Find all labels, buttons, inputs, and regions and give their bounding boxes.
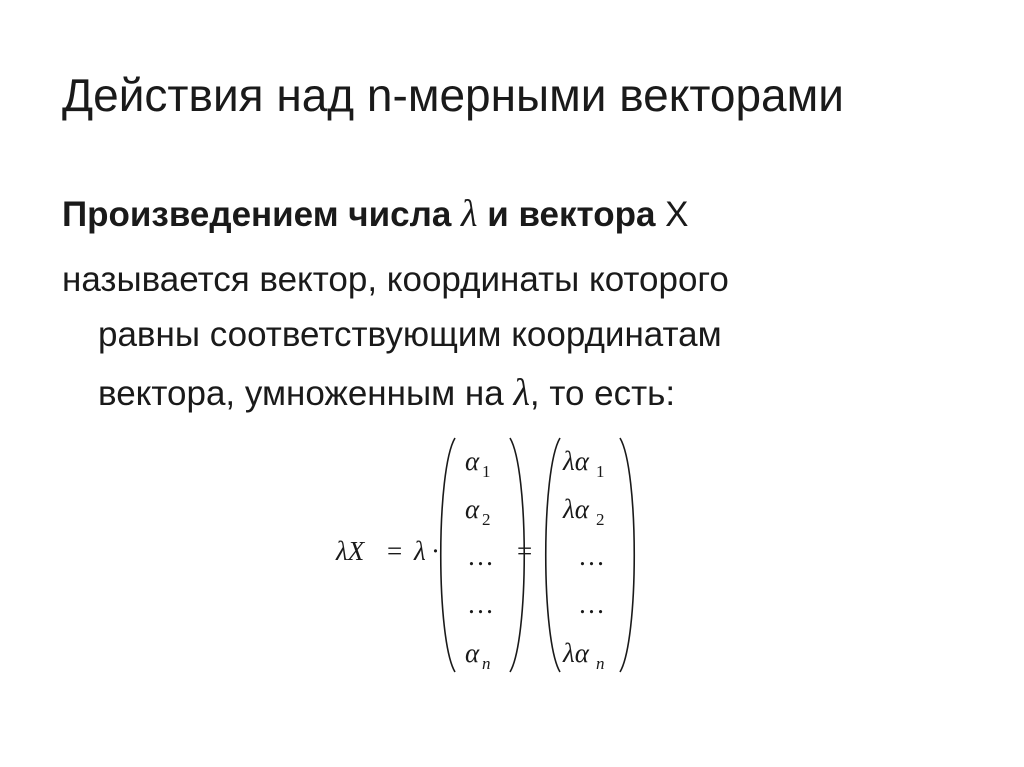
- definition-bold-text-2: и вектора: [487, 195, 656, 234]
- definition-line-3: равны соответствующим координатам: [98, 315, 722, 354]
- left-vector-entry: [465, 446, 491, 481]
- right-entry-4: …: [578, 589, 605, 619]
- left-vector-entry: [465, 638, 491, 673]
- right-entry-2: λα: [563, 494, 589, 524]
- definition-line-1: [62, 192, 689, 236]
- left-vector: [465, 446, 494, 673]
- right-vector-entry: [562, 638, 605, 673]
- left-entry-3: …: [467, 541, 494, 571]
- definition-line-4-tail: , то есть:: [529, 374, 676, 413]
- definition-line-4-text: вектора, умноженным на: [98, 374, 504, 413]
- right-entry-1: λα: [563, 446, 589, 476]
- formula-lhs: λX: [336, 536, 365, 566]
- lambda-symbol: λ: [461, 193, 478, 235]
- left-paren-2: [546, 438, 560, 672]
- left-paren-1: [441, 438, 455, 672]
- right-entry-1-sub: 1: [596, 462, 605, 481]
- left-entry-1: α: [465, 446, 480, 476]
- slide-title: Действия над n-мерными векторами: [62, 69, 844, 121]
- right-paren-1: [510, 438, 524, 672]
- formula-dot: ·: [431, 536, 440, 566]
- formula-equals: =: [387, 536, 403, 566]
- right-entry-3: …: [578, 541, 605, 571]
- right-vector: [562, 446, 605, 673]
- left-entry-2: α: [465, 494, 480, 524]
- left-entry-5-sub: n: [482, 654, 491, 673]
- formula-equals-2: =: [517, 536, 533, 566]
- definition-bold-text: Произведением числа: [62, 195, 452, 234]
- vector-symbol: X: [665, 195, 689, 234]
- formula-lambda: λ: [414, 536, 426, 566]
- lambda-symbol-2: λ: [513, 372, 530, 414]
- right-entry-5-sub: n: [596, 654, 605, 673]
- definition-line-4: [98, 371, 675, 415]
- definition-line-2: называется вектор, координаты которого: [62, 260, 729, 299]
- left-entry-4: …: [467, 589, 494, 619]
- right-paren-2: [620, 438, 634, 672]
- right-vector-entry: [562, 494, 605, 529]
- right-entry-5: λα: [563, 638, 589, 668]
- left-vector-entry: [465, 494, 491, 529]
- right-entry-2-sub: 2: [596, 510, 605, 529]
- left-entry-2-sub: 2: [482, 510, 491, 529]
- right-vector-entry: [562, 446, 605, 481]
- left-entry-5: α: [465, 638, 480, 668]
- left-entry-1-sub: 1: [482, 462, 491, 481]
